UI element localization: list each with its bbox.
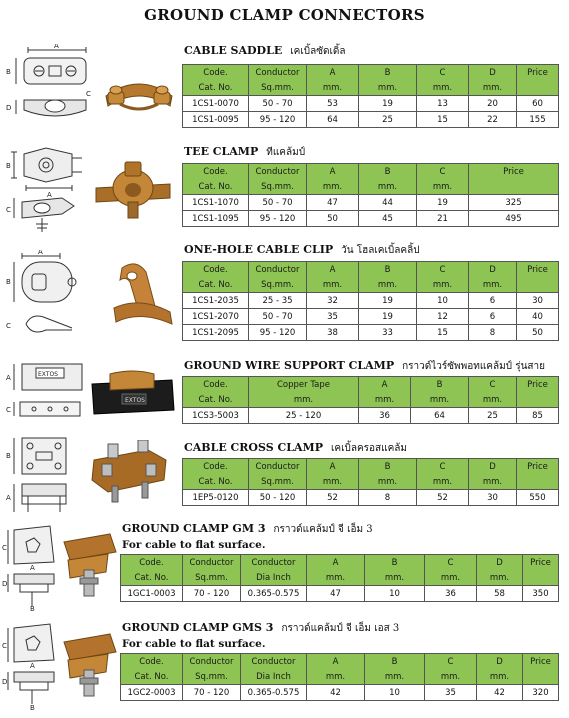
- header-cell: Price: [523, 555, 559, 571]
- header-cell: mm.: [417, 474, 469, 490]
- header-cell: Cat. No.: [183, 179, 249, 195]
- table-cell: 50: [517, 325, 559, 341]
- header-cell: B: [359, 164, 417, 180]
- header-cell: C: [417, 65, 469, 81]
- table-cell: 35: [307, 309, 359, 325]
- dim-label-b: B: [6, 68, 11, 76]
- table-cell: 1CS1-0070: [183, 96, 249, 112]
- header-cell: A: [307, 164, 359, 180]
- header-cell: C: [425, 654, 477, 670]
- gm3-drawing: [0, 522, 62, 612]
- dim-label-b: B: [30, 605, 35, 612]
- ground-wire-clamp-photo: [88, 366, 178, 418]
- header-cell: mm.: [469, 474, 517, 490]
- cable-saddle-photo: [100, 66, 178, 116]
- header-cell: mm.: [307, 179, 359, 195]
- table-row: [183, 408, 559, 424]
- header-cell: C: [417, 164, 469, 180]
- header-cell: B: [365, 555, 425, 571]
- header-cell: C: [417, 262, 469, 278]
- header-cell: mm.: [307, 570, 365, 586]
- table-cell: 36: [359, 408, 411, 424]
- section-title-en: ONE-HOLE CABLE CLIP: [184, 243, 334, 256]
- table-cell: 320: [523, 685, 559, 701]
- header-cell: [517, 277, 559, 293]
- dim-label-c: C: [2, 544, 7, 552]
- header-cell: mm.: [425, 570, 477, 586]
- table-cell: 21: [417, 211, 469, 227]
- table-cell: 0.365-0.575: [241, 586, 307, 602]
- header-cell: [523, 570, 559, 586]
- table-cell: 64: [307, 112, 359, 128]
- table-cell: 15: [417, 325, 469, 341]
- header-cell: C: [425, 555, 477, 571]
- table-cell: 33: [359, 325, 417, 341]
- header-cell: Copper Tape: [249, 377, 359, 393]
- header-cell: Code.: [183, 377, 249, 393]
- section-title-thai: เคเบิ้ลซัดเดิ้ล: [290, 46, 346, 57]
- section-title-en: GROUND CLAMP GM 3: [122, 522, 266, 535]
- section-title: [184, 359, 545, 374]
- page-title: GROUND CLAMP CONNECTORS: [144, 6, 425, 24]
- table-row: [183, 96, 559, 112]
- table-cell: 550: [517, 490, 559, 506]
- table-cell: 1CS1-1095: [183, 211, 249, 227]
- section-title-thai: วัน โฮลเคเบิ้ลคลิ้ป: [341, 245, 420, 256]
- header-cell: mm.: [359, 474, 417, 490]
- header-cell: Price: [517, 377, 559, 393]
- table-cell: 42: [477, 685, 523, 701]
- table-cell: 19: [417, 195, 469, 211]
- dim-label-c: C: [6, 322, 11, 330]
- header-cell: Code.: [121, 654, 183, 670]
- dim-label-d: D: [6, 104, 12, 112]
- header-cell: Dia Inch: [241, 669, 307, 685]
- header-cell: mm.: [307, 277, 359, 293]
- table-cell: 10: [365, 685, 425, 701]
- table-cell: 50 - 70: [249, 195, 307, 211]
- table-cell: 47: [307, 195, 359, 211]
- section-title-thai: เคเบิ้ลครอสแคล้ม: [330, 443, 407, 454]
- header-cell: Conductor: [249, 262, 307, 278]
- dim-label-c: C: [6, 406, 11, 414]
- header-cell: [517, 474, 559, 490]
- table-cell: 1EP5-0120: [183, 490, 249, 506]
- header-cell: Cat. No.: [183, 474, 249, 490]
- table-cell: 47: [307, 586, 365, 602]
- cable-cross-clamp-table: [182, 458, 559, 506]
- header-cell: Sq.mm.: [183, 669, 241, 685]
- dim-label-b: B: [6, 162, 11, 170]
- one-hole-clip-table: [182, 261, 559, 341]
- table-cell: 1CS1-2035: [183, 293, 249, 309]
- dim-label-a: A: [30, 564, 35, 572]
- table-cell: 6: [469, 309, 517, 325]
- table-row: [183, 195, 559, 211]
- table-cell: 95 - 120: [249, 112, 307, 128]
- dim-label-c: C: [6, 206, 11, 214]
- table-cell: 10: [365, 586, 425, 602]
- header-cell: A: [307, 555, 365, 571]
- header-cell: Conductor: [183, 555, 241, 571]
- header-cell: Sq.mm.: [249, 179, 307, 195]
- gm3-table: [120, 554, 559, 602]
- header-cell: Conductor: [249, 65, 307, 81]
- section-title-thai: กราวด์ไวร์ซัพพอทแคล้มป์ รุ่นสาย: [402, 361, 545, 372]
- table-cell: 19: [359, 96, 417, 112]
- table-cell: 53: [307, 96, 359, 112]
- header-cell: A: [307, 65, 359, 81]
- tee-clamp-photo: [92, 158, 174, 220]
- table-cell: 22: [469, 112, 517, 128]
- brand-mark-drawing: EXTOS: [38, 371, 58, 378]
- header-cell: mm.: [425, 669, 477, 685]
- header-cell: Code.: [183, 65, 249, 81]
- table-cell: 1CS3-5003: [183, 408, 249, 424]
- table-cell: 44: [359, 195, 417, 211]
- header-cell: Price: [517, 459, 559, 475]
- header-cell: B: [359, 459, 417, 475]
- header-cell: mm.: [469, 277, 517, 293]
- header-cell: Cat. No.: [183, 277, 249, 293]
- header-cell: B: [411, 377, 469, 393]
- table-cell: 1CS1-2095: [183, 325, 249, 341]
- header-cell: D: [477, 654, 523, 670]
- header-cell: Price: [523, 654, 559, 670]
- header-cell: C: [417, 459, 469, 475]
- header-cell: Price: [517, 262, 559, 278]
- table-row: [183, 293, 559, 309]
- header-cell: mm.: [365, 570, 425, 586]
- table-cell: 50 - 70: [249, 96, 307, 112]
- header-cell: [517, 392, 559, 408]
- header-cell: mm.: [359, 179, 417, 195]
- header-cell: C: [469, 377, 517, 393]
- section-title-thai: ทีแคล้มป์: [266, 147, 306, 158]
- header-cell: Conductor: [241, 654, 307, 670]
- dim-label-a: A: [6, 494, 11, 502]
- table-cell: 1GC1-0003: [121, 586, 183, 602]
- header-cell: Sq.mm.: [249, 80, 307, 96]
- table-cell: 155: [517, 112, 559, 128]
- table-cell: 70 - 120: [183, 685, 241, 701]
- ground-wire-clamp-drawing: [2, 358, 92, 426]
- table-cell: 1CS1-0095: [183, 112, 249, 128]
- header-cell: mm.: [307, 474, 359, 490]
- table-row: [121, 685, 559, 701]
- section-title-en: CABLE SADDLE: [184, 44, 283, 57]
- dim-label-a: A: [54, 44, 59, 50]
- ground-wire-clamp-table: [182, 376, 559, 424]
- cable-saddle-drawing: [2, 44, 94, 126]
- table-cell: 45: [359, 211, 417, 227]
- table-cell: 50: [307, 211, 359, 227]
- header-cell: Sq.mm.: [249, 277, 307, 293]
- table-cell: 64: [411, 408, 469, 424]
- table-cell: 12: [417, 309, 469, 325]
- table-cell: 30: [517, 293, 559, 309]
- section-title-thai: กราวด์แคล้มป์ จี เอ็ม เอส 3: [281, 623, 400, 634]
- table-row: [183, 309, 559, 325]
- header-cell: D: [477, 555, 523, 571]
- header-cell: mm.: [417, 80, 469, 96]
- dim-label-c: C: [2, 642, 7, 650]
- header-cell: mm.: [469, 80, 517, 96]
- section-title: [184, 145, 305, 160]
- section-title-thai: กราวด์แคล้มป์ จี เอ็ม 3: [273, 524, 373, 535]
- header-cell: mm.: [307, 669, 365, 685]
- header-cell: A: [359, 377, 411, 393]
- dim-label-a: A: [30, 662, 35, 670]
- header-cell: D: [469, 459, 517, 475]
- header-cell: mm.: [359, 80, 417, 96]
- table-cell: 495: [469, 211, 559, 227]
- table-cell: 60: [517, 96, 559, 112]
- table-cell: 30: [469, 490, 517, 506]
- header-cell: mm.: [477, 570, 523, 586]
- table-cell: 15: [417, 112, 469, 128]
- header-cell: Code.: [121, 555, 183, 571]
- one-hole-clip-drawing: [2, 250, 92, 342]
- cable-cross-clamp-drawing: [2, 434, 92, 518]
- header-cell: Price: [469, 164, 559, 180]
- tee-clamp-drawing: [2, 144, 94, 240]
- header-cell: Code.: [183, 262, 249, 278]
- table-cell: 52: [417, 490, 469, 506]
- header-cell: B: [365, 654, 425, 670]
- header-cell: mm.: [359, 392, 411, 408]
- header-cell: [523, 669, 559, 685]
- tee-clamp-table: [182, 163, 559, 227]
- section-title: [184, 44, 346, 59]
- dim-label-b: B: [6, 278, 11, 286]
- table-cell: 19: [359, 293, 417, 309]
- header-cell: D: [469, 262, 517, 278]
- table-cell: 325: [469, 195, 559, 211]
- dim-label-a: A: [38, 250, 43, 256]
- gms3-photo: [60, 630, 120, 702]
- table-cell: 8: [359, 490, 417, 506]
- header-cell: mm.: [477, 669, 523, 685]
- header-cell: B: [359, 262, 417, 278]
- header-cell: A: [307, 459, 359, 475]
- table-cell: 52: [307, 490, 359, 506]
- table-cell: 42: [307, 685, 365, 701]
- section-title-en: GROUND CLAMP GMS 3: [122, 621, 274, 634]
- table-row: [183, 112, 559, 128]
- header-cell: A: [307, 262, 359, 278]
- table-cell: 50 - 70: [249, 309, 307, 325]
- section-title: [122, 621, 399, 636]
- section-title: [122, 522, 373, 537]
- gms3-table: [120, 653, 559, 701]
- cable-saddle-table: [182, 64, 559, 128]
- brand-mark-photo: EXTOS: [125, 397, 145, 404]
- header-cell: [469, 179, 559, 195]
- dim-label-d: D: [2, 580, 8, 588]
- header-cell: mm.: [365, 669, 425, 685]
- table-cell: 25 - 35: [249, 293, 307, 309]
- table-cell: 8: [469, 325, 517, 341]
- table-cell: 35: [425, 685, 477, 701]
- section-subtitle: For cable to flat surface.: [122, 638, 266, 650]
- header-cell: Conductor: [249, 164, 307, 180]
- table-cell: 1CS1-1070: [183, 195, 249, 211]
- table-cell: 13: [417, 96, 469, 112]
- header-cell: Sq.mm.: [183, 570, 241, 586]
- header-cell: Cat. No.: [183, 392, 249, 408]
- header-cell: Code.: [183, 459, 249, 475]
- table-cell: 10: [417, 293, 469, 309]
- table-cell: 70 - 120: [183, 586, 241, 602]
- table-cell: 95 - 120: [249, 211, 307, 227]
- section-subtitle: For cable to flat surface.: [122, 539, 266, 551]
- header-cell: Sq.mm.: [249, 474, 307, 490]
- table-cell: 85: [517, 408, 559, 424]
- gm3-photo: [60, 530, 120, 602]
- section-title: [184, 243, 420, 258]
- table-cell: 95 - 120: [249, 325, 307, 341]
- header-cell: Cat. No.: [121, 570, 183, 586]
- header-cell: mm.: [469, 392, 517, 408]
- table-cell: 32: [307, 293, 359, 309]
- header-cell: Cat. No.: [183, 80, 249, 96]
- section-title-en: GROUND WIRE SUPPORT CLAMP: [184, 359, 395, 372]
- header-cell: mm.: [249, 392, 359, 408]
- table-row: [183, 211, 559, 227]
- table-cell: 350: [523, 586, 559, 602]
- header-cell: mm.: [359, 277, 417, 293]
- header-cell: Conductor: [183, 654, 241, 670]
- dim-label-a: A: [47, 191, 52, 199]
- table-cell: 6: [469, 293, 517, 309]
- dim-label-a: A: [6, 374, 11, 382]
- table-cell: 50 - 120: [249, 490, 307, 506]
- gms3-drawing: [0, 620, 62, 712]
- header-cell: Dia Inch: [241, 570, 307, 586]
- dim-label-b: B: [30, 704, 35, 712]
- table-row: [121, 586, 559, 602]
- table-cell: 25: [469, 408, 517, 424]
- table-cell: 40: [517, 309, 559, 325]
- header-cell: [517, 80, 559, 96]
- header-cell: Conductor: [249, 459, 307, 475]
- table-cell: 20: [469, 96, 517, 112]
- cable-cross-clamp-photo: [88, 440, 170, 504]
- header-cell: B: [359, 65, 417, 81]
- header-cell: mm.: [417, 277, 469, 293]
- dim-label-d: D: [2, 678, 8, 686]
- table-cell: 19: [359, 309, 417, 325]
- table-cell: 1GC2-0003: [121, 685, 183, 701]
- table-row: [183, 490, 559, 506]
- table-cell: 25: [359, 112, 417, 128]
- header-cell: mm.: [417, 179, 469, 195]
- table-cell: 38: [307, 325, 359, 341]
- table-cell: 1CS1-2070: [183, 309, 249, 325]
- header-cell: Cat. No.: [121, 669, 183, 685]
- section-title-en: TEE CLAMP: [184, 145, 259, 158]
- dim-label-c: C: [86, 90, 91, 98]
- one-hole-clip-photo: [100, 256, 178, 336]
- header-cell: mm.: [307, 80, 359, 96]
- table-row: [183, 325, 559, 341]
- header-cell: Conductor: [241, 555, 307, 571]
- header-cell: A: [307, 654, 365, 670]
- section-title-en: CABLE CROSS CLAMP: [184, 441, 323, 454]
- header-cell: Price: [517, 65, 559, 81]
- dim-label-b: B: [6, 452, 11, 460]
- header-cell: mm.: [411, 392, 469, 408]
- section-title: [184, 441, 407, 456]
- table-cell: 58: [477, 586, 523, 602]
- table-cell: 25 - 120: [249, 408, 359, 424]
- header-cell: Code.: [183, 164, 249, 180]
- header-cell: D: [469, 65, 517, 81]
- table-cell: 36: [425, 586, 477, 602]
- table-cell: 0.365-0.575: [241, 685, 307, 701]
